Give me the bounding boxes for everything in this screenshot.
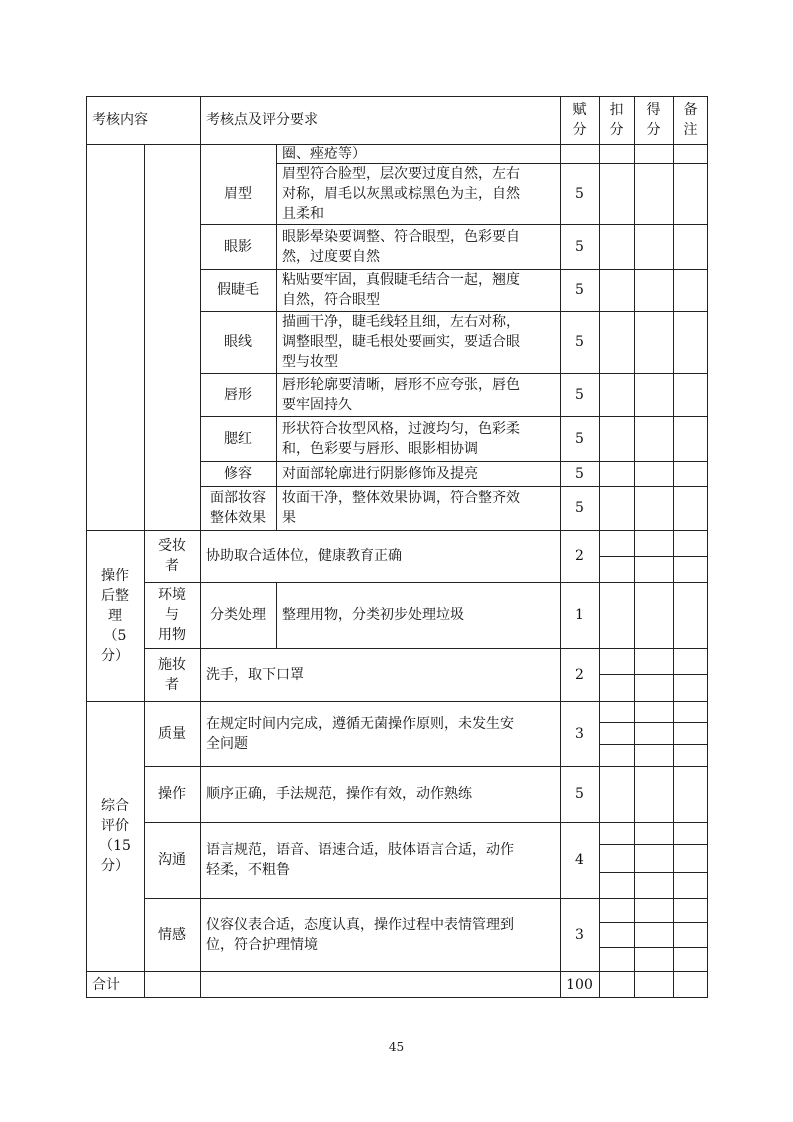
page-number: 45 xyxy=(388,1040,405,1054)
score-value: 4 xyxy=(575,852,584,868)
requirement-text: 粘贴要牢固，真假睫毛结合一起，翘度 自然，符合眼型 xyxy=(282,272,520,308)
grid-line-horizontal xyxy=(144,898,708,899)
score-value: 3 xyxy=(575,725,584,742)
grid-line-vertical xyxy=(634,96,635,998)
score-value: 5 xyxy=(575,430,584,447)
grid-line-horizontal xyxy=(144,822,708,823)
grid-line-vertical xyxy=(673,96,674,998)
grid-line-vertical xyxy=(200,530,201,998)
score-value: 5 xyxy=(575,282,584,298)
sub-label: 操作 xyxy=(158,786,186,802)
grid-line-horizontal xyxy=(276,163,708,164)
grid-line-horizontal xyxy=(144,766,708,767)
grid-line-horizontal xyxy=(144,582,708,583)
score-value: 2 xyxy=(575,666,584,683)
requirement-text: 描画干净，睫毛线轻且细，左右对称， 调整眼型，睫毛根处要画实，要适合眼 型与妆型 xyxy=(282,314,520,370)
score-value: 5 xyxy=(575,786,584,802)
requirement-text: 仪容仪表合适，态度认真，操作过程中表情管理到 位，符合护理情境 xyxy=(206,916,514,953)
requirement-text: 对面部轮廓进行阴影修饰及提亮 xyxy=(282,465,478,482)
grid-line-horizontal xyxy=(599,722,708,723)
grid-line-horizontal xyxy=(86,144,708,145)
item-label: 假睫毛 xyxy=(217,282,259,298)
sub-label: 施妆 者 xyxy=(158,656,186,693)
requirement-text: 协助取合适体位，健康教育正确 xyxy=(206,548,402,564)
sub-label: 受妆 者 xyxy=(158,538,186,574)
score-value: 1 xyxy=(575,607,584,623)
grid-line-horizontal xyxy=(599,922,708,923)
grid-line-horizontal xyxy=(599,556,708,557)
grid-line-horizontal xyxy=(86,530,708,531)
header-deduct: 扣 分 xyxy=(609,102,624,138)
header-score: 赋 分 xyxy=(572,102,587,138)
score-value: 5 xyxy=(575,465,584,482)
grid-line-vertical xyxy=(144,144,145,998)
header-remark: 备 注 xyxy=(683,102,698,138)
score-value: 5 xyxy=(575,238,584,255)
total-score: 100 xyxy=(566,976,593,993)
item-label: 眼线 xyxy=(224,334,252,350)
requirement-text: 语言规范，语音、语速合适，肢体语言合适，动作 轻柔，不粗鲁 xyxy=(206,842,514,878)
grid-line-vertical xyxy=(599,96,600,998)
requirement-text: 形状符合妆型风格，过渡均匀，色彩柔 和，色彩要与唇形、眼影相协调 xyxy=(282,420,520,457)
sub-label: 情感 xyxy=(158,926,186,943)
grid-line-horizontal xyxy=(86,971,708,972)
requirement-text: 洗手，取下口罩 xyxy=(206,666,304,683)
grid-line-horizontal xyxy=(86,701,708,702)
item-label: 修容 xyxy=(224,465,252,482)
requirement-text: 眉型符合脸型，层次要过度自然，左右 对称，眉毛以灰黑或棕黑色为主，自然 且柔和 xyxy=(282,165,520,222)
item-label: 腮红 xyxy=(224,430,252,447)
grid-line-horizontal xyxy=(599,744,708,745)
grid-line-horizontal xyxy=(599,872,708,873)
header-content: 考核内容 xyxy=(92,112,148,128)
requirement-text: 圈、痤疮等） xyxy=(282,145,366,162)
total-label: 合计 xyxy=(92,976,120,993)
requirement-text: 整理用物，分类初步处理垃圾 xyxy=(282,607,464,623)
grid-line-vertical xyxy=(200,96,201,530)
requirement-text: 妆面干净，整体效果协调，符合整齐效 果 xyxy=(282,490,520,526)
score-value: 3 xyxy=(575,926,584,943)
scoring-table xyxy=(86,96,708,998)
requirement-text: 眼影晕染要调整、符合眼型，色彩要自 然，过度要自然 xyxy=(282,228,520,265)
item-label: 唇形 xyxy=(224,386,252,403)
grid-line-vertical xyxy=(276,144,277,530)
item-label: 面部妆容 整体效果 xyxy=(210,490,266,526)
requirement-text: 唇形轮廓要清晰，唇形不应夸张，唇色 要牢固持久 xyxy=(282,376,520,413)
grid-line-vertical xyxy=(560,96,561,998)
score-value: 5 xyxy=(575,334,584,350)
section-label-post-operation: 操作 后整 理 （5 分） xyxy=(101,567,129,664)
grid-line-vertical xyxy=(276,582,277,648)
item-label: 眉型 xyxy=(224,185,252,202)
header-requirements: 考核点及评分要求 xyxy=(206,112,318,128)
header-obtained: 得 分 xyxy=(646,102,661,138)
score-value: 5 xyxy=(575,500,584,516)
score-value: 5 xyxy=(575,185,584,202)
requirement-text: 顺序正确，手法规范，操作有效，动作熟练 xyxy=(206,786,472,802)
sub-label: 沟通 xyxy=(158,852,186,868)
sub-label: 质量 xyxy=(158,725,186,742)
grid-line-horizontal xyxy=(144,648,708,649)
sub-label: 环境 与 用物 xyxy=(158,587,186,643)
requirement-text: 在规定时间内完成，遵循无菌操作原则，未发生安 全问题 xyxy=(206,715,514,752)
item-label: 分类处理 xyxy=(210,607,266,623)
section-label-overall: 综合 评价 （15 分） xyxy=(99,798,131,874)
grid-line-horizontal xyxy=(599,844,708,845)
grid-line-horizontal xyxy=(599,947,708,948)
grid-line-horizontal xyxy=(599,674,708,675)
score-value: 2 xyxy=(575,548,584,564)
item-label: 眼影 xyxy=(224,238,252,255)
score-value: 5 xyxy=(575,386,584,403)
